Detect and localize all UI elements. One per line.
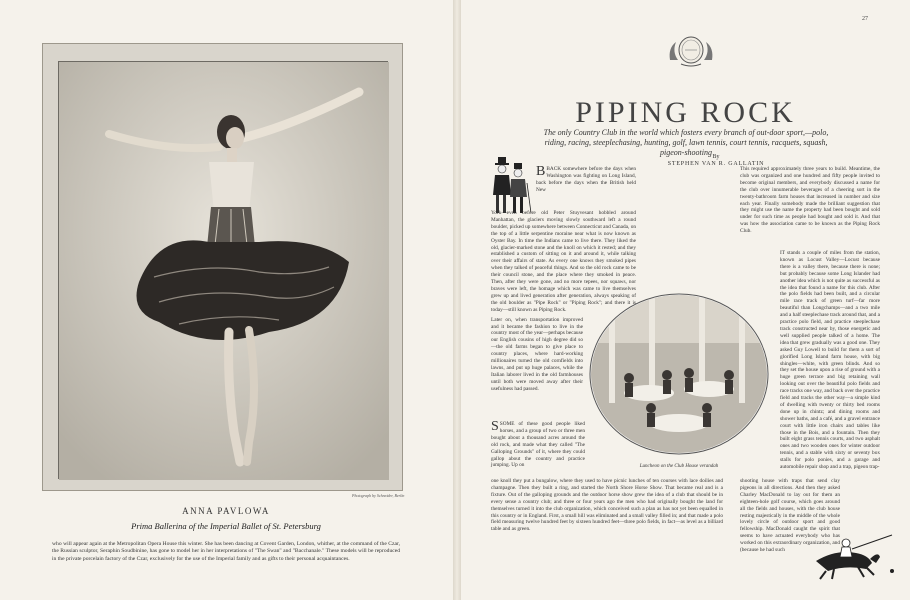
plate-title: ANNA PAVLOWA [182,506,270,516]
page-number: 27 [862,16,868,22]
clubhouse-verandah-photo [589,293,769,455]
right-page [461,0,910,600]
club-crest-icon [666,34,716,68]
paragraph: one knoll they put a bungalow, where they used to have picnic lunches of ten courses with lace doilies and champagne. Then they built a ring, and started the North Shore Horse Show. That became real and is a fixture. Out of the galloping grounds and the outdoor horse show grew the idea of a club that should be in every sense a country club; and three or four years ago the men who had originally bought the land for themselves turned it into the club organization, which conceived such a plan as has not yet been equalled in this country or in England. First, a small hill was eliminated and a small valley filled in; and that made a polo field measuring twelve hundred feet by sixteen hundred feet—three polo fields, in fact—as level as a billiard table and as green. [491,478,723,533]
opening-paragraph: BACK somewhere before the days when Washington was fighting on Long Island, back before the days when the British held New [536,166,636,193]
polo-player-illustration [806,531,898,581]
paragraph: This required approximately three years to build. Meantime, the club was organized and one hundred and fifty people invited to become original members, and everybody discussed a name for the club over innumerable beverages of a cheering sort in the twenty-bathroom farm houses that increased in number and size each year. Finally somebody made the brilliant suggestion that they might use the name the property had been bought and sold under for such time as people had bought and sold it. And that was how the association came to be known as the Piping Rock Club. [740,166,880,235]
left-page [0,0,453,600]
plate-subtitle: Prima Ballerina of the Imperial Ballet of St. Petersburg [131,521,321,531]
drop-cap: B [536,164,546,179]
paragraph: York—even before old Peter Stuyvesant hobbled around Manhattan, the glaciers moving slowly southward left a round boulder, picked up somewhere between Connecticut and Canada, on the top of a little serpentine moraine near what is now known as Oyster Bay. In time the Indians came to live there. They liked the old, glacier-marked stone and the knoll on which it rested; and they established a custom of sitting on it and around it, while talking over their affairs of state. As every one knows they smoked pipes when they talked of peaceful things. And so the old rock came to be their council stone, and the place where they smoked in peace. Then, after they were gone, and no more tepees, nor squaws, nor braves were left, the homage which was came to live themselves grew up and lived generation after generation, always speaking of the old boulder as "Pipe Rock" or "Piping Rock"; and there it is today—still known as Piping Rock. [491,210,636,313]
column-1-section [491,421,585,469]
column-1-opening [536,166,636,194]
article-title: PIPING ROCK [575,96,796,129]
drop-cap: S [491,419,499,434]
byline-by: By [712,154,720,160]
photo-caption: Luncheon on the Club House verandah [639,464,719,469]
plate-body-text: who will appear again at the Metropolitan Opera House this winter. She has been dancing at Covent Garden, London, whither, at the command of the Czar, the Russian sculptor, Seraphin Soudbinine, has gone to model her in her interpretations of "The Swan" and "Bacchanale." These models will be reproduced in the private porcelain factory of the Czar, exclusively for the use of the Imperial family and as gifts to their personal acquaintances. [52,541,400,562]
gentlemen-illustration [489,155,533,217]
paragraph: IT stands a couple of miles from the station, known as Locust Valley—Locust because there is a valley there, because there is none; but probably because some Long Islander had another idea which is not quite as successful as the idea that found a name for this club. After the polo fields had been built, and a circular mile race track of green turf—far more beautiful than Longchamps—and a two mile and a half steeplechase track around that, and a practice polo field, and practice steeplechase track constructed near by, those energetic and well supplied people talked of a home. The idea that grew gradually was a good one. They asked Guy Lowell to build for them a sort of glorified Long Island farm house, with big shingles—white, with green blinds. And so they set the house upon a rise of ground with a huge green terrace and big retaining wall looking out over the beautiful polo fields and race tracks one way, and back over the practice field and tracks the other way—a simple kind of dwelling with twenty or thirty bed rooms done up in chintz; and dining rooms and shower baths, and a café, and a gravel entrance court with little iron chairs and tables like those in the Bois, and a fountain. Then they built eight grass tennis courts, and two asphalt ones and two wooden ones for winter outdoor tennis, and a stable with sixty or seventy box stalls for polo ponies, and a garage and automobile repair shop and a trap, pigeon trap- [780,250,880,471]
paragraph: Later on, when transportation improved and it became the fashion to live in the country most of the year—perhaps because our English cousins of high degree did so—the old farms began to give place to country places, where hard-working millionaires turned the old cornfields into lawns, and put up huge palaces, while the Italian laborer lived in the old farmhouses until both were moved away after their usefulness had passed. [491,316,583,392]
dancer-figure-illustration [59,62,389,480]
article-subtitle: The only Country Club in the world which fosters every branch of out-door sport,—polo, riding, racing, steeplechasing, hunting, golf, lawn tennis, court tennis, racquets, squash, pigeon-shooting [543,128,829,157]
portrait-plate [42,43,403,491]
paragraph: shooting house with traps that send clay pigeons in all directions. And then they asked Charley MacDonald to lay out for them an eighteen-hole golf course, which goes around all the fields and houses, with the club house resting majestically in the middle of the whole lovely circle of outdoor sport and good fellowship. MacDonald caught the spirit that seems to have actuated everybody who has worked on this extraordinary organization, and (because he had such [740,478,840,554]
column-1-continued [491,478,723,536]
plate-caption [52,506,400,531]
byline-author: STEPHEN VAN R. GALLATIN [667,161,765,167]
section-paragraph: SOME of these good people liked horses, and a group of two or three men bought about a thousand acres around the old rock, and made what they called "The Galloping Grounds" of it, where they could gallop about the country and practice jumping. Up on [491,421,585,469]
dancer-photograph [58,61,388,479]
column-2-intro [740,166,880,238]
photo-credit: Photograph by Schneider, Berlin [352,493,405,498]
page-gutter [453,0,461,600]
